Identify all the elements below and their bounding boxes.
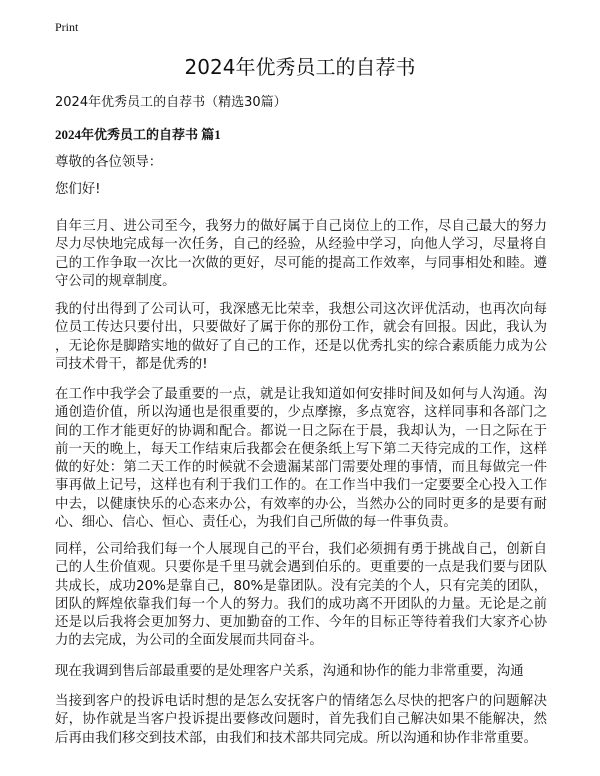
text-line: 心、细心、信心、恒心、责任心，为我们自己所做的每一件事负责。 xyxy=(55,515,457,531)
text-line: 守公司的规章制度。 xyxy=(55,273,176,289)
text-line: 好，协作就是当客户投诉提出要修改问题时，首先我们自己解决如果不能解决，然 xyxy=(55,712,547,728)
document-title: 2024年优秀员工的自荐书 xyxy=(184,55,416,79)
text-line: ，无论你是脚踏实地的做好了自己的工作，还是以优秀扎实的综合素质能力成为公 xyxy=(55,338,547,354)
document-subtitle: 2024年优秀员工的自荐书（精选30篇） xyxy=(55,95,287,110)
text-line: 己的人生价值观。只要你是千里马就会遇到伯乐的。更重要的一点是我们要与团队 xyxy=(55,560,547,576)
text-line: 尊敬的各位领导： xyxy=(55,155,163,170)
text-line: 己的工作争取一次比一次做的更好，尽可能的提高工作效率，与同事相处和睦。遵 xyxy=(55,255,547,271)
text-line: 通创造价值，所以沟通也是很重要的，少点摩擦，多点宽容，这样同事和各部门之 xyxy=(55,405,547,421)
text-line: 自年三月、进公司至今，我努力的做好属于自己岗位上的工作，尽自己最大的努力 xyxy=(55,219,547,234)
text-line: 现在我调到售后部最重要的是处理客户关系，沟通和协作的能力非常重要，沟通 xyxy=(55,664,524,679)
text-line: 您们好! xyxy=(55,182,101,197)
text-line: 位员工传达只要付出，只要做好了属于你的那份工作，就会有回报。因此，我认为 xyxy=(55,320,547,336)
text-line: 尽力尽快地完成每一次任务，自己的经验，从经验中学习，向他人学习，尽量将自 xyxy=(55,237,547,253)
text-line: 当接到客户的投诉电话时想的是怎么安抚客户的情绪怎么尽快的把客户的问题解决 xyxy=(55,694,547,709)
text-line: 司技术骨干，都是优秀的! xyxy=(55,356,208,372)
paragraph xyxy=(55,693,547,748)
text-line: 在工作中我学会了最重要的一点，就是让我知道如何安排时间及如何与人沟通。沟 xyxy=(55,387,547,402)
paragraph xyxy=(55,301,547,374)
paragraph xyxy=(55,663,547,681)
paragraph xyxy=(55,541,547,651)
text-line: 事再做上记号，这样也有利于我们工作的。在工作当中我们一定要要全心投入工作 xyxy=(55,478,547,494)
text-line: 力的去完成，为公司的全面发展而共同奋斗。 xyxy=(55,633,323,649)
section-heading: 2024年优秀员工的自荐书 篇1 xyxy=(55,127,221,142)
print-link[interactable]: Print xyxy=(55,20,79,34)
text-line: 同样，公司给我们每一个人展现自己的平台，我们必须拥有勇于挑战自己，创新自 xyxy=(55,542,547,557)
text-line: 还是以后我将会更加努力、更加勤奋的工作、今年的目标正等待着我们大家齐心协 xyxy=(55,615,547,631)
greeting-salutation xyxy=(55,154,547,172)
greeting-hello xyxy=(55,181,547,199)
text-line: 团队的辉煌依靠我们每一个人的努力。我们的成功离不开团队的力量。无论是之前 xyxy=(55,596,547,612)
paragraph xyxy=(55,218,547,291)
text-line: 间的工作才能更好的协调和配合。都说一日之际在于晨，我却认为，一日之际在于 xyxy=(55,423,547,439)
text-line: 后再由我们移交到技术部，由我们和技术部共同完成。所以沟通和协作非常重要。 xyxy=(55,730,538,746)
text-line: 共成长，成功20%是靠自己，80%是靠团队。没有完美的个人，只有完美的团队， xyxy=(55,578,547,594)
paragraph xyxy=(55,386,547,532)
text-line: 中去，以健康快乐的心态来办公，有效率的办公，当然办公的同时更多的是要有耐 xyxy=(55,496,547,512)
text-line: 前一天的晚上，每天工作结束后我都会在便条纸上写下第二天待完成的工作，这样 xyxy=(55,441,547,457)
text-line: 做的好处：第二天工作的时候就不会遗漏某部门需要处理的事情，而且每做完一件 xyxy=(55,460,547,476)
text-line: 我的付出得到了公司认可，我深感无比荣幸，我想公司这次评优活动，也再次向每 xyxy=(55,302,547,317)
